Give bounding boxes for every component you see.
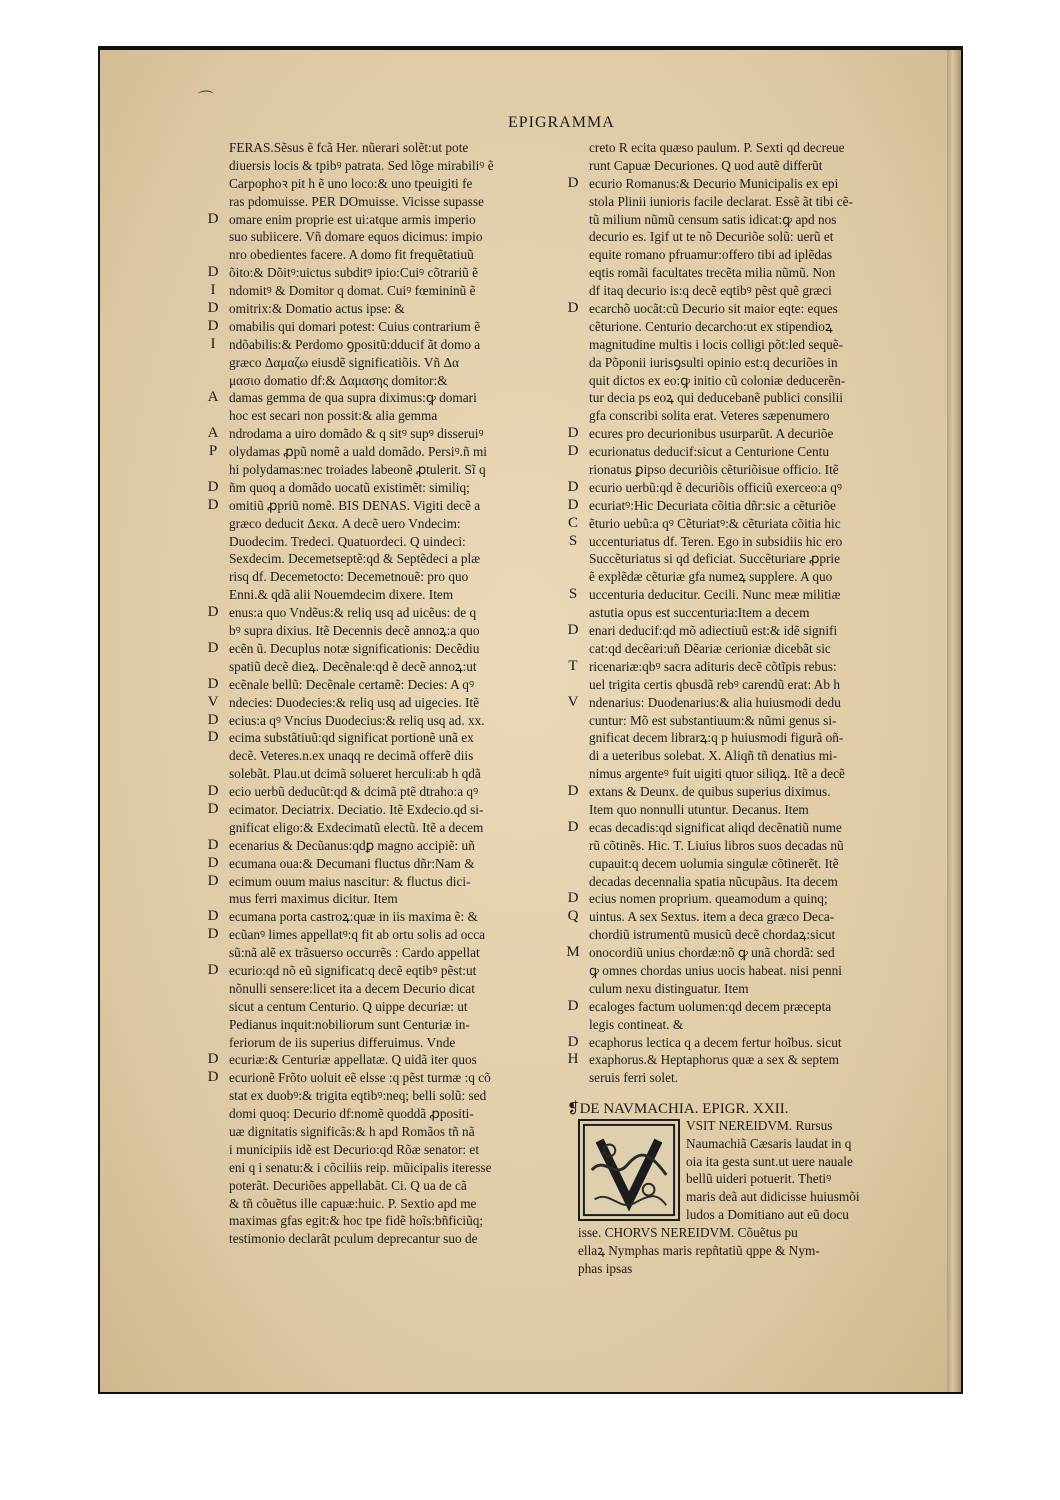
- line-initial: P: [208, 443, 218, 460]
- text-line: [563, 819, 923, 837]
- text-line: [203, 228, 563, 246]
- text-line: [563, 1069, 923, 1087]
- line-initial: D: [207, 300, 219, 317]
- line-initial: D: [567, 496, 579, 513]
- text-line: [203, 1195, 563, 1213]
- text-line: [203, 1034, 563, 1052]
- text-line: [563, 139, 923, 157]
- line-text: ndrodama a uiro domãdo & q sitꝰ supꝰ disseruiꝰ: [229, 426, 484, 442]
- text-line: [203, 336, 563, 354]
- line-initial: D: [207, 836, 219, 853]
- running-head: EPIGRAMMA: [508, 114, 615, 131]
- line-initial: D: [207, 1051, 219, 1068]
- line-initial: D: [567, 818, 579, 835]
- text-line: [203, 962, 563, 980]
- line-text: runt Capuæ Decuriones. Q uod autẽ differũt: [589, 157, 823, 173]
- line-text: domi quoq: Decurio df:nomẽ quoddã ꝓpositi-: [229, 1106, 474, 1122]
- text-line: [203, 139, 563, 157]
- line-text: Duodecim. Tredeci. Quatuordeci. Q uindeci:: [229, 533, 466, 549]
- line-text: culum nexu distinguatur. Item: [589, 980, 749, 996]
- text-line: [563, 586, 923, 604]
- text-line: [203, 1105, 563, 1123]
- line-text: extans & Deunx. de quibus superius diximus.: [589, 784, 831, 800]
- text-line: [203, 372, 563, 390]
- text-line: [563, 676, 923, 694]
- text-line: [563, 461, 923, 479]
- line-text: decadas decennalia spatia nũcupãus. Ita decem: [589, 873, 838, 889]
- text-line: [563, 783, 923, 801]
- line-text: nõnulli sensere:licet ita a decem Decurio dicat: [229, 980, 475, 996]
- text-line: [563, 157, 923, 175]
- text-line: [563, 550, 923, 568]
- line-text: omare enim proprie est ui:atque armis imperio: [229, 211, 476, 227]
- line-text: ecẽn ũ. Decuplus notæ significationis: Decẽdiu: [229, 640, 480, 656]
- text-line: [203, 819, 563, 837]
- text-line: [563, 336, 923, 354]
- text-line: [563, 533, 923, 551]
- line-text: Succẽturiatus si qd deficiat. Succẽturiare ꝓprie: [589, 551, 841, 567]
- text-line: [203, 264, 563, 282]
- line-text: cupauit:q decem uolumia singulæ cõtinerẽt. Itẽ: [589, 855, 839, 871]
- line-text: decẽ. Veteres.n.ex unaqq re decimã offerẽ diis: [229, 748, 474, 764]
- line-text: exaphorus.& Heptaphorus quæ a sex & septem: [589, 1052, 840, 1068]
- line-text: ecurio Romanus:& Decurio Municipalis ex epi: [589, 175, 839, 191]
- line-text: onocordiũ unius chordæ:nõ ꝙ unã chordã: sed: [589, 945, 835, 961]
- line-initial: A: [207, 389, 219, 406]
- line-initial: D: [567, 997, 579, 1014]
- text-line: Naumachiã Cæsaris laudat in q: [686, 1135, 852, 1151]
- line-text: ndõabilis:& Perdomo ꝯpositũ:dducif ãt domo a: [229, 336, 481, 352]
- text-line: [563, 354, 923, 372]
- line-text: ecaphorus lectica q a decem fertur hoĩbus. sicut: [589, 1034, 842, 1050]
- text-line: isse. CHORVS NEREIDVM. Cõuẽtus pu: [578, 1225, 798, 1240]
- line-initial: D: [207, 961, 219, 978]
- text-line: [563, 211, 923, 229]
- section-text-beside-initial: [686, 1117, 860, 1224]
- line-text: Item quo nonnulli utuntur. Decanus. Item: [589, 801, 809, 817]
- text-line: [563, 300, 923, 318]
- text-line: [563, 246, 923, 264]
- line-text: ẽturio uebũ:a qꝰ Cẽturiatꝰ:& cẽturiata cõitia hic: [589, 515, 841, 531]
- text-line: [203, 354, 563, 372]
- line-text: suo subiicere. Vñ domare equos dicimus: impio: [229, 229, 483, 245]
- line-text: ricenariæ:qbꝰ sacra adituris decẽ cõtĩpis rebus:: [589, 658, 837, 674]
- text-line: [203, 747, 563, 765]
- text-line: [203, 1016, 563, 1034]
- text-line: [203, 246, 563, 264]
- text-line: [203, 1177, 563, 1195]
- line-text: sicut a centum Centurio. Q uippe decuriæ: ut: [229, 998, 468, 1014]
- line-text: ecurio uerbũ:qd ẽ decuriõis officiũ exerceo:a qꝰ: [589, 479, 842, 495]
- text-line: [563, 264, 923, 282]
- text-line: [203, 998, 563, 1016]
- line-text: enus:a quo Vndẽus:& reliq usq ad uicẽus: de q: [229, 605, 477, 621]
- text-line: [563, 1034, 923, 1052]
- text-line: [203, 801, 563, 819]
- line-text: ñm quoq a domãdo uocatũ existimẽt: similiq;: [229, 479, 470, 495]
- text-line: [563, 998, 923, 1016]
- line-text: μασιο domatio df:& Δαμασης domitor:&: [229, 372, 448, 388]
- text-line: [203, 479, 563, 497]
- line-text: ecẽnale bellũ: Decẽnale certamẽ: Decies: A qꝰ: [229, 676, 475, 692]
- text-line: [563, 873, 923, 891]
- page-edge: [947, 50, 961, 1392]
- line-text: Sexdecim. Decemetseptẽ:qd & Septẽdeci a plæ: [229, 551, 481, 567]
- text-line: [563, 694, 923, 712]
- text-line: [563, 604, 923, 622]
- line-text: diuersis locis & tpibꝰ patrata. Sed lõge mirabiliꝰ ẽ: [229, 157, 494, 173]
- line-text: nro obedientes facere. A domo fit frequẽtatiuũ: [229, 247, 474, 263]
- line-initial: D: [567, 890, 579, 907]
- line-initial: D: [207, 711, 219, 728]
- line-initial: D: [207, 496, 219, 513]
- line-text: ecumana oua:& Decumani fluctus dñr:Nam &: [229, 855, 475, 871]
- line-initial: S: [568, 586, 578, 603]
- line-text: ndomitꝰ & Domitor q domat. Cuiꝰ fœmininũ ẽ: [229, 283, 476, 299]
- line-text: maximas gfas egit:& hoc tpe fidẽ hoĩs:bñficiũq;: [229, 1213, 484, 1229]
- line-initial: D: [567, 300, 579, 317]
- line-text: olydamas ꝓpũ nomẽ a uald domãdo. Persiꝰ.ñ mi: [229, 444, 488, 460]
- line-initial: V: [207, 693, 219, 710]
- text-line: [563, 282, 923, 300]
- text-line: [563, 944, 923, 962]
- left-column: [203, 139, 563, 1248]
- text-line: [203, 980, 563, 998]
- line-text: ecaloges factum uolumen:qd decem præcepta: [589, 998, 832, 1014]
- text-line: [563, 747, 923, 765]
- line-text: astutia opus est succenturia:Item a decem: [589, 605, 810, 621]
- line-text: df itaq decurio is:q decẽ eqtibꝰ pẽst quẽ græci: [589, 283, 832, 299]
- line-initial: D: [567, 478, 579, 495]
- text-line: [563, 855, 923, 873]
- line-text: ecarchõ uocãt:cũ Decurio sit maior eqte: eques: [589, 301, 838, 317]
- line-text: da Põponii iurisꝯsulti opinio est:q decuriões in: [589, 354, 838, 370]
- text-line: [203, 729, 563, 747]
- text-line: [563, 1016, 923, 1034]
- line-initial: D: [207, 729, 219, 746]
- text-line: [203, 318, 563, 336]
- line-initial: D: [207, 783, 219, 800]
- text-line: [203, 407, 563, 425]
- text-line: [203, 783, 563, 801]
- text-line: [203, 873, 563, 891]
- line-initial: I: [210, 335, 216, 352]
- line-text: omitiũ ꝓpriũ nomẽ. BIS DENAS. Vigiti decẽ a: [229, 497, 481, 513]
- line-initial: D: [207, 675, 219, 692]
- line-text: ẽ explẽdæ cẽturiæ gfa numeꝝ supplere. A quo: [589, 569, 833, 585]
- line-initial: H: [567, 1051, 579, 1068]
- line-text: ecima substãtiuũ:qd significat portionẽ unã ex: [229, 730, 474, 746]
- line-text: quit dictos ex eo:ꝙ initio cũ coloniæ deducerẽn-: [589, 372, 846, 388]
- line-initial: D: [207, 604, 219, 621]
- line-text: ecius:a qꝰ Vncius Duodecius:& reliq usq ad. xx.: [229, 712, 485, 728]
- line-text: rũ cõtinẽs. Hic. T. Liuius libros suos decadas nũ: [589, 837, 844, 853]
- line-text: græco deducit Δεκα. A decẽ uero Vndecim:: [229, 515, 461, 531]
- line-text: di a ueteribus solebat. X. Aliqñ tñ denatius mi-: [589, 748, 838, 764]
- text-line: [203, 1159, 563, 1177]
- text-line: [563, 318, 923, 336]
- text-line: ellaꝝ Nymphas maris repñtatiũ qppe & Nym-: [578, 1242, 820, 1258]
- line-text: Carpophoꝛ pit h ẽ uno loco:& uno tpeuigiti fe: [229, 175, 473, 191]
- text-line: [203, 175, 563, 193]
- line-text: chordiũ istrumentũ musicũ decẽ chordaꝝ:sicut: [589, 927, 836, 943]
- text-line: [203, 193, 563, 211]
- line-text: cat:qd decẽari:uñ Dẽariæ cerioniæ dicebãt sic: [589, 640, 831, 656]
- text-line: [203, 944, 563, 962]
- text-line: [563, 926, 923, 944]
- text-line: [203, 461, 563, 479]
- line-initial: D: [567, 443, 579, 460]
- text-line: [203, 211, 563, 229]
- line-text: ecas decadis:qd significat aliqd decẽnatiũ nume: [589, 819, 842, 835]
- line-text: bꝰ supra dixius. Itẽ Decennis decẽ annoꝝ:a quo: [229, 623, 480, 639]
- text-line: [563, 175, 923, 193]
- text-line: [563, 837, 923, 855]
- text-line: maris deã aut didicisse huiusmõi: [686, 1189, 860, 1205]
- line-text: ecurionatus deducif:sicut a Centurione Centu: [589, 444, 830, 460]
- text-line: [203, 1230, 563, 1248]
- line-text: ecenarius & Decũanus:qdꝑ magno accipiẽ: uñ: [229, 837, 475, 853]
- text-line: [203, 890, 563, 908]
- text-line: [563, 389, 923, 407]
- text-line: [563, 1051, 923, 1069]
- text-line: [563, 801, 923, 819]
- line-initial: D: [567, 1033, 579, 1050]
- text-line: [203, 1051, 563, 1069]
- text-line: [563, 228, 923, 246]
- line-text: stola Plinii iunioris facile declarat. Essẽ ãt tibi cẽ-: [589, 193, 854, 209]
- line-text: hi polydamas:nec troiades labeonẽ ꝓtulerit. Sĩ q: [229, 462, 486, 478]
- text-line: oia ita gesta sunt.ut uere nauale: [686, 1153, 853, 1169]
- text-line: [563, 658, 923, 676]
- line-text: i municipiis idẽ est Decurio:qd Rõæ senator: et: [229, 1141, 480, 1157]
- line-text: uccenturiatus df. Teren. Ego in subsidiis hic ero: [589, 533, 843, 549]
- line-text: sũ:nã alẽ ex trãsuerso occurrẽs : Cardo appellat: [229, 945, 480, 961]
- line-text: uæ dignitatis significãs:& h apd Romãos tñ nã: [229, 1123, 475, 1139]
- line-text: seruis ferri solet.: [589, 1070, 678, 1086]
- text-line: [203, 515, 563, 533]
- line-initial: C: [567, 514, 578, 531]
- line-text: ndecies: Duodecies:& reliq usq ad uigecies. Itẽ: [229, 694, 479, 710]
- line-text: testimonio declarãt pculum deprecantur suo de: [229, 1231, 478, 1247]
- line-initial: V: [567, 693, 579, 710]
- line-text: magnitudine multis i locis colligi põt:led sequẽ-: [589, 336, 844, 352]
- text-line: [203, 300, 563, 318]
- ornament-initial-icon: [580, 1121, 678, 1219]
- text-line: [563, 407, 923, 425]
- line-text: damas gemma de qua supra diximus:ꝙ domari: [229, 390, 477, 406]
- line-text: stat ex duobꝰ:& trigita eqtibꝰ:neq; belli solũ: sed: [229, 1088, 487, 1104]
- right-column: [563, 139, 923, 1087]
- text-line: [203, 604, 563, 622]
- line-text: uel trigita certis qbusdã rebꝰ carendũ erat: Ab h: [589, 676, 840, 692]
- line-initial: D: [207, 317, 219, 334]
- line-initial: D: [207, 872, 219, 889]
- line-initial: D: [207, 264, 219, 281]
- text-line: [203, 533, 563, 551]
- line-initial: D: [207, 926, 219, 943]
- line-text: ecuriatꝰ:Hic Decuriata cõitia dñr:sic a cẽturiõe: [589, 497, 836, 513]
- text-line: [563, 372, 923, 390]
- line-initial: M: [566, 944, 580, 961]
- line-text: gnificat eligo:& Exdecimatũ electũ. Itẽ a decem: [229, 819, 484, 835]
- corner-mark: ⌒: [198, 89, 215, 108]
- line-initial: D: [207, 210, 219, 227]
- line-text: ecio uerbũ deducũt:qd & dcimã ptẽ dtraho:a qꝰ: [229, 784, 479, 800]
- line-text: ecũanꝰ limes appellatꝰ:q fit ab ortu solis ad occa: [229, 927, 486, 943]
- line-text: ndenarius: Duodenarius:& alia huiusmodi dedu: [589, 694, 841, 710]
- line-text: mus ferri maximus dicitur. Item: [229, 891, 398, 907]
- line-text: FERAS.Sẽsus ẽ fcã Her. nũerari solẽt:ut pote: [229, 140, 469, 155]
- text-line: [563, 980, 923, 998]
- line-text: cẽturione. Centurio decarcho:ut ex stipendioꝝ: [589, 318, 833, 334]
- text-line: VSIT NEREIDVM. Rursus: [686, 1118, 833, 1133]
- line-initial: T: [568, 657, 578, 674]
- text-line: [563, 962, 923, 980]
- line-text: cuntur: Mõ est substantiuum:& nũmi genus si-: [589, 712, 837, 728]
- line-text: õito:& Dõitꝰ:uictus subditꝰ ipio:Cuiꝰ cõtrariũ ẽ: [229, 265, 479, 281]
- line-initial: D: [567, 622, 579, 639]
- text-line: [203, 837, 563, 855]
- text-line: [563, 443, 923, 461]
- text-line: [203, 497, 563, 515]
- line-initial: D: [567, 783, 579, 800]
- line-initial: D: [567, 174, 579, 191]
- line-initial: D: [207, 478, 219, 495]
- text-line: [563, 890, 923, 908]
- line-text: decurio es. Igif ut te nõ Decuriõe solũ: uerũ et: [589, 229, 834, 245]
- text-line: [563, 479, 923, 497]
- text-line: [203, 1087, 563, 1105]
- decorated-initial: [578, 1119, 680, 1221]
- text-line: [203, 908, 563, 926]
- text-line: [203, 622, 563, 640]
- text-line: [563, 622, 923, 640]
- line-initial: D: [207, 1069, 219, 1086]
- line-text: eqtis romãi facultates trecẽta milia nũmũ. Non: [589, 265, 836, 281]
- line-text: hoc est secari non possit:& alia gemma: [229, 408, 438, 424]
- line-text: ecimator. Deciatrix. Deciatio. Itẽ Exdecio.qd si-: [229, 801, 484, 817]
- text-line: [563, 765, 923, 783]
- line-text: ecuriæ:& Centuriæ appellatæ. Q uidã iter quos: [229, 1052, 477, 1068]
- text-line: [563, 640, 923, 658]
- line-text: ecurio:qd nõ eũ significat:q decẽ eqtibꝰ pẽst:ut: [229, 962, 477, 978]
- line-text: nimus argenteꝰ fuit uigiti qtuor siliqꝝ. Itẽ a decẽ: [589, 766, 845, 782]
- text-line: [203, 712, 563, 730]
- line-text: feriorum de iis superius differuimus. Vnde: [229, 1034, 456, 1050]
- section-heading: ❡DE NAVMACHIA. EPIGR. XXII.: [567, 1101, 789, 1117]
- text-line: bellũ uideri potuerit. Thetiꝰ: [686, 1171, 832, 1187]
- line-text: tur decia ps eoꝝ qui deducebanẽ publici consilii: [589, 390, 843, 406]
- line-initial: Q: [567, 908, 579, 925]
- line-initial: I: [210, 282, 216, 299]
- line-text: gfa conscribi solita erat. Veteres sæpenumero: [589, 408, 830, 424]
- line-text: ecurionẽ Frõto uoluit eẽ elsse :q pẽst turmæ :q cõ: [229, 1070, 491, 1086]
- line-text: creto R ecita quæso paulum. P. Sexti qd decreue: [589, 140, 845, 155]
- line-text: ras pdomuisse. PER DOmuisse. Vicisse supasse: [229, 193, 484, 209]
- text-line: [203, 926, 563, 944]
- line-text: omitrix:& Domatio actus ipse: &: [229, 301, 405, 317]
- line-initial: S: [568, 532, 578, 549]
- text-line: [563, 497, 923, 515]
- section-text-after-initial: [578, 1224, 820, 1277]
- line-text: ecumana porta castroꝝ:quæ in iis maxima ẽ: &: [229, 909, 478, 925]
- text-line: [563, 193, 923, 211]
- text-line: [203, 282, 563, 300]
- text-line: [563, 712, 923, 730]
- line-text: græco Δαμαζω eiusdẽ significatiõis. Vñ Δα: [229, 354, 460, 370]
- line-text: risq df. Decemetocto: Decemetnouẽ: pro quo: [229, 569, 469, 585]
- line-text: & tñ cõuẽtus ille capuæ:huic. P. Sextio apd me: [229, 1195, 477, 1211]
- text-line: phas ipsas: [578, 1260, 633, 1276]
- line-text: ecimum ouum maius nascitur: & fluctus dici-: [229, 873, 471, 889]
- line-text: legis contineat. &: [589, 1016, 684, 1032]
- text-line: [203, 1123, 563, 1141]
- line-initial: D: [207, 854, 219, 871]
- text-line: [203, 568, 563, 586]
- line-initial: A: [207, 425, 219, 442]
- line-text: eni q i senatu:& i cõciliis reip. mũicipalis iteresse: [229, 1159, 492, 1175]
- text-line: [203, 1069, 563, 1087]
- text-line: [203, 855, 563, 873]
- line-text: omabilis qui domari potest: Cuius contrarium ẽ: [229, 318, 481, 334]
- text-line: [563, 568, 923, 586]
- line-text: solebãt. Plau.ut dcimã solueret herculi:ab h qdã: [229, 766, 481, 782]
- line-text: poterãt. Decuriões appellabãt. Ci. Q ua de cã: [229, 1177, 467, 1193]
- text-line: [563, 515, 923, 533]
- text-line: [563, 729, 923, 747]
- line-initial: D: [567, 425, 579, 442]
- line-text: equite romano pfruamur:offero tibi ad iplẽdas: [589, 247, 833, 263]
- line-text: uintus. A sex Sextus. item a deca græco Deca-: [589, 909, 835, 925]
- line-text: ꝙ omnes chordas unius uocis habeat. nisi penni: [589, 962, 842, 978]
- text-line: ludos a Domitiano aut eũ docu: [686, 1206, 849, 1222]
- text-line: [563, 908, 923, 926]
- text-line: [563, 425, 923, 443]
- text-line: [203, 640, 563, 658]
- text-line: [203, 765, 563, 783]
- line-text: gnificat decem librarꝝ:q p huiusmodi figurã oñ-: [589, 730, 844, 746]
- text-line: [203, 694, 563, 712]
- line-text: Enni.& qdã alii Nouemdecim dixere. Item: [229, 587, 454, 603]
- text-line: [203, 389, 563, 407]
- line-text: tũ milium nũmũ censum satis idicat:ꝙ apd nos: [589, 211, 837, 227]
- line-text: spatiũ decẽ dieꝝ. Decẽnale:qd ẽ decẽ annoꝝ:ut: [229, 658, 477, 674]
- text-line: [203, 1212, 563, 1230]
- text-line: [203, 550, 563, 568]
- line-text: ecius nomen proprium. queamodum a quinq;: [589, 891, 828, 907]
- line-text: rionatus ꝑipso decuriõis cẽturiõisue officio. Itẽ: [589, 462, 839, 478]
- line-text: Pedianus inquit:nobiliorum sunt Centuriæ in-: [229, 1016, 470, 1032]
- text-line: [203, 586, 563, 604]
- text-line: [203, 443, 563, 461]
- line-text: enari deducif:qd mõ adiectiuũ est:& idẽ signifi: [589, 623, 838, 639]
- text-line: [203, 157, 563, 175]
- line-text: ecures pro decurionibus usurparũt. A decuriõe: [589, 426, 834, 442]
- text-line: [203, 658, 563, 676]
- line-initial: D: [207, 639, 219, 656]
- text-line: [203, 425, 563, 443]
- line-text: uccenturia deducitur. Cecili. Nunc meæ militiæ: [589, 587, 841, 603]
- line-initial: D: [207, 800, 219, 817]
- line-initial: D: [207, 908, 219, 925]
- text-line: [203, 676, 563, 694]
- text-line: [203, 1141, 563, 1159]
